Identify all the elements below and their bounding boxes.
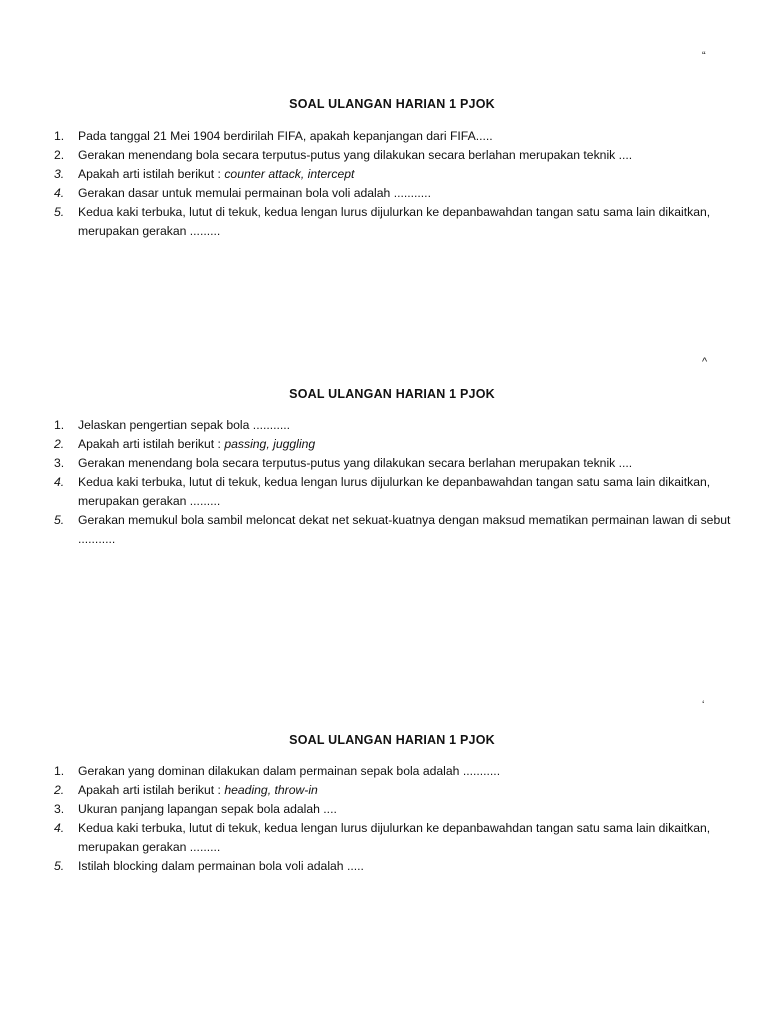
question-text: Pada tanggal 21 Mei 1904 berdirilah FIFA, apakah kepanjangan dari FIFA.....	[78, 129, 493, 143]
question-number: 1.	[54, 418, 65, 432]
question-item	[54, 511, 744, 549]
question-text: Apakah arti istilah berikut : counter attack, intercept	[78, 167, 355, 181]
question-item	[54, 857, 744, 876]
question-item	[54, 762, 744, 781]
question-item	[54, 165, 744, 184]
question-text: Gerakan memukul bola sambil meloncat dekat net sekuat-kuatnya dengan maksud mematikan permainan lawan di sebut ...........	[78, 513, 731, 546]
question-text: Jelaskan pengertian sepak bola ...........	[78, 418, 291, 432]
question-number: 4.	[54, 475, 65, 489]
section-mark: “	[702, 50, 706, 62]
section-title: SOAL ULANGAN HARIAN 1 PJOK	[289, 387, 495, 401]
question-number: 3.	[54, 456, 65, 470]
question-text: Gerakan menendang bola secara terputus-putus yang dilakukan secara berlahan merupakan teknik ....	[78, 456, 633, 470]
section-title: SOAL ULANGAN HARIAN 1 PJOK	[289, 733, 495, 747]
question-text: Kedua kaki terbuka, lutut di tekuk, kedua lengan lurus dijulurkan ke depanbawahdan tangan satu sama lain dikaitkan, merupakan gerakan .........	[78, 475, 711, 508]
question-item	[54, 781, 744, 800]
question-item	[54, 203, 744, 241]
question-item	[54, 435, 744, 454]
question-text: Kedua kaki terbuka, lutut di tekuk, kedua lengan lurus dijulurkan ke depanbawahdan tangan satu sama lain dikaitkan, merupakan gerakan .........	[78, 821, 711, 854]
question-number: 1.	[54, 129, 65, 143]
question-item	[54, 184, 744, 203]
question-text: Gerakan yang dominan dilakukan dalam permainan sepak bola adalah ...........	[78, 764, 501, 778]
question-text: Gerakan dasar untuk memulai permainan bola voli adalah ...........	[78, 186, 431, 200]
question-list	[54, 127, 744, 241]
question-number: 3.	[54, 802, 65, 816]
question-item	[54, 416, 744, 435]
question-number: 3.	[54, 167, 65, 181]
question-number: 2.	[54, 783, 65, 797]
question-number: 2.	[54, 437, 65, 451]
question-item	[54, 800, 744, 819]
question-text: Gerakan menendang bola secara terputus-putus yang dilakukan secara berlahan merupakan teknik ....	[78, 148, 633, 162]
question-number: 5.	[54, 859, 65, 873]
question-item	[54, 454, 744, 473]
question-item	[54, 819, 744, 857]
section-mark: ^	[702, 356, 708, 368]
question-text: Ukuran panjang lapangan sepak bola adalah ....	[78, 802, 337, 816]
question-text: Apakah arti istilah berikut : heading, throw-in	[78, 783, 318, 797]
question-number: 1.	[54, 764, 65, 778]
question-number: 5.	[54, 513, 65, 527]
question-item	[54, 473, 744, 511]
question-number: 5.	[54, 205, 65, 219]
section-title: SOAL ULANGAN HARIAN 1 PJOK	[289, 97, 495, 111]
question-number: 4.	[54, 186, 65, 200]
question-text: Apakah arti istilah berikut : passing, juggling	[78, 437, 316, 451]
section-mark: ‘	[702, 699, 705, 711]
question-number: 4.	[54, 821, 65, 835]
question-list	[54, 416, 744, 549]
question-number: 2.	[54, 148, 65, 162]
question-text: Kedua kaki terbuka, lutut di tekuk, kedua lengan lurus dijulurkan ke depanbawahdan tangan satu sama lain dikaitkan, merupakan gerakan .........	[78, 205, 711, 238]
question-text: Istilah blocking dalam permainan bola voli adalah .....	[78, 859, 364, 873]
question-list	[54, 762, 744, 876]
question-item	[54, 146, 744, 165]
question-item	[54, 127, 744, 146]
